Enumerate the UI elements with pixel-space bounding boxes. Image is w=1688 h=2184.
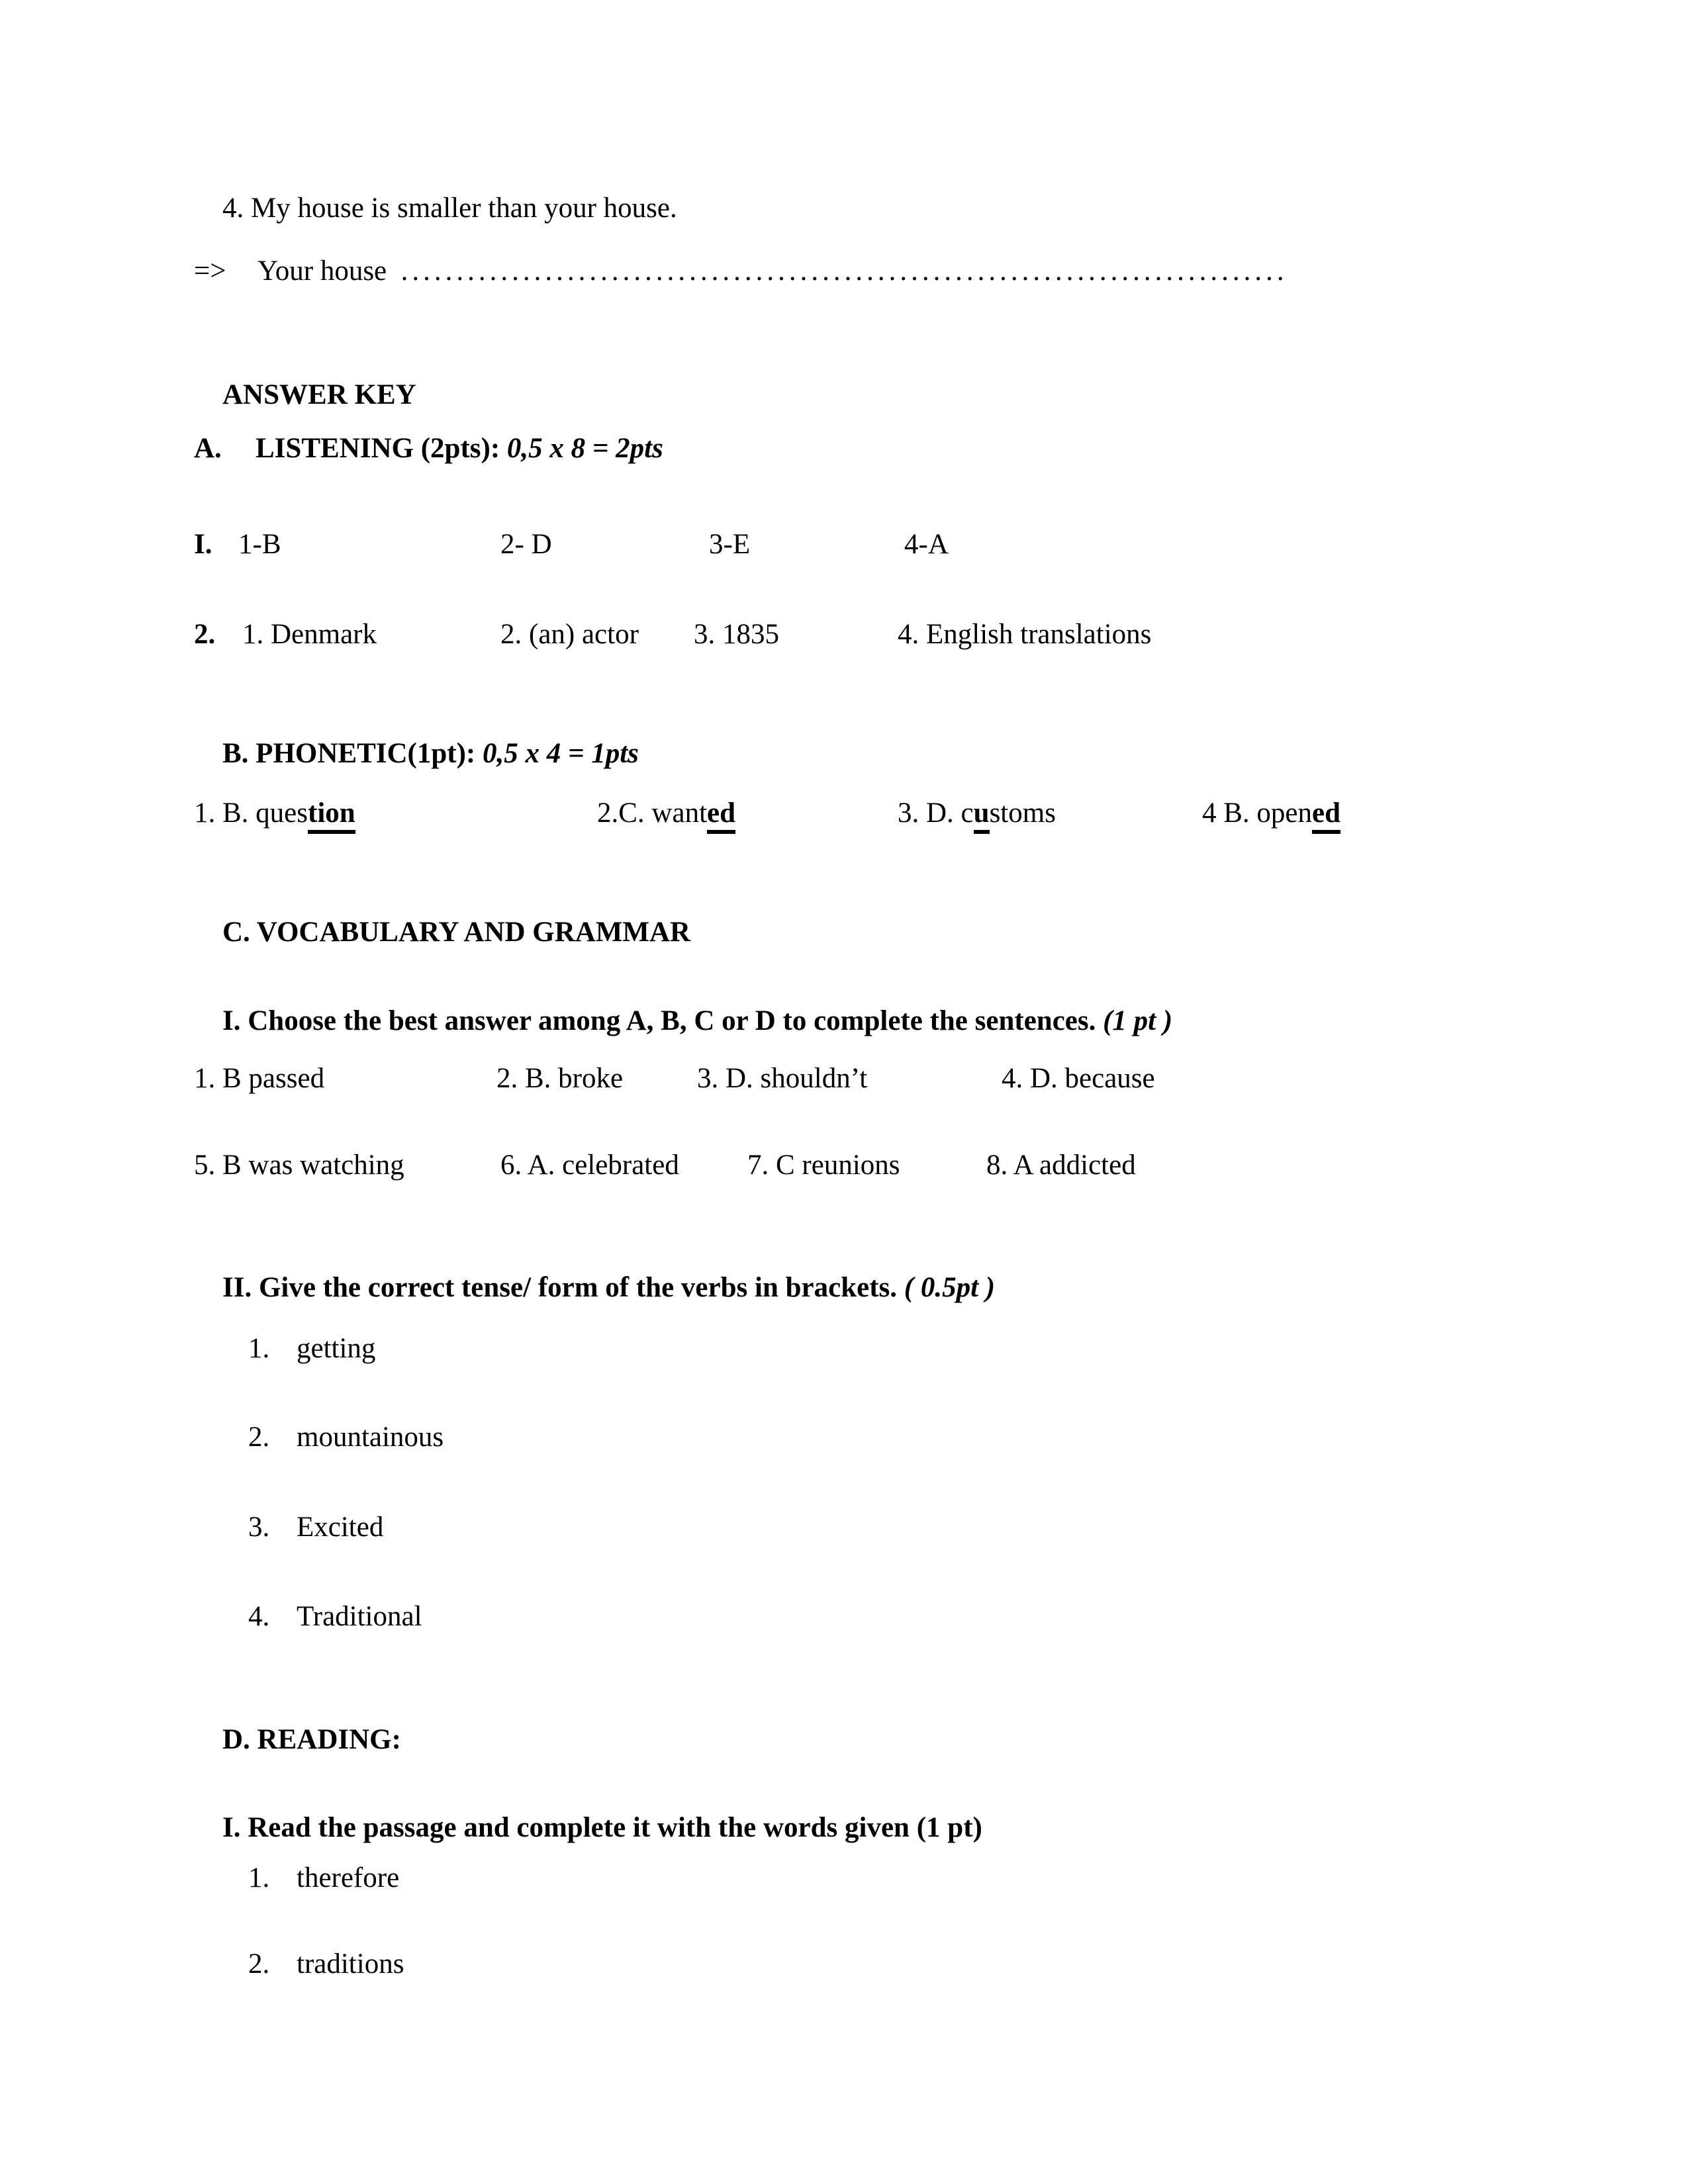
- section-heading-reading: [194, 1688, 1518, 1791]
- listening-heading-main: LISTENING (2pts):: [256, 433, 507, 464]
- vocabulary-part1-points: (1 pt ): [1103, 1005, 1173, 1036]
- list-item-text: Excited: [297, 1512, 384, 1543]
- phonetic-answer-underlined: tion: [308, 797, 355, 834]
- phonetic-answer-underlined: u: [974, 797, 990, 834]
- vocabulary-answer: 2. B. broke: [496, 1063, 624, 1094]
- phonetic-answer: [597, 796, 735, 831]
- vocabulary-answer: 4. D. because: [1002, 1063, 1155, 1094]
- list-item-text: Traditional: [297, 1601, 422, 1632]
- reading-heading-text: D. READING:: [222, 1723, 401, 1755]
- listening-answer: 2- D: [500, 529, 552, 560]
- phonetic-answer-suffix: stoms: [989, 797, 1056, 829]
- phonetic-answer: [898, 796, 1056, 831]
- vocabulary-answer: 7. C reunions: [747, 1150, 900, 1181]
- list-item-number: 1.: [248, 1333, 270, 1364]
- phonetic-answer-prefix: 4 B. open: [1202, 797, 1313, 829]
- list-item-number: 3.: [248, 1512, 270, 1543]
- vocabulary-part1-heading-main: I. Choose the best answer among A, B, C or D to complete the sentences.: [222, 1005, 1103, 1036]
- phonetic-answer: [194, 796, 355, 831]
- arrow-glyph: =>: [194, 255, 226, 287]
- listening-answer: 1. Denmark: [242, 619, 377, 650]
- reading-part1-heading-text: I. Read the passage and complete it with the words given (1 pt): [222, 1811, 982, 1843]
- rewrite-answer: [258, 254, 1288, 289]
- listening-points-formula: 0,5 x 8 = 2pts: [506, 433, 663, 464]
- vocabulary-answer: 3. D. shouldn’t: [697, 1063, 868, 1094]
- vocabulary-answer: 8. A addicted: [986, 1150, 1136, 1181]
- vocabulary-heading-text: C. VOCABULARY AND GRAMMAR: [222, 916, 691, 948]
- vocabulary-part2-heading-main: II. Give the correct tense/ form of the verbs in brackets.: [222, 1271, 904, 1303]
- listening-answer: 3-E: [709, 529, 751, 560]
- answer-key-title-text: ANSWER KEY: [222, 379, 416, 410]
- phonetic-answer: [1202, 796, 1340, 831]
- vocabulary-part1-heading: [194, 970, 1518, 1072]
- vocabulary-part2-heading: [194, 1236, 1518, 1339]
- row-label: 2.: [194, 619, 216, 650]
- exercise-item-4: [194, 157, 1518, 259]
- rewrite-prefix: Your house: [258, 255, 401, 287]
- row-label: I.: [194, 529, 212, 560]
- reading-answer-item: [194, 1947, 1518, 2083]
- listening-answer: 1-B: [238, 529, 281, 560]
- phonetic-answer-prefix: 2.C. want: [597, 797, 708, 829]
- list-item-text: traditions: [297, 1948, 404, 1979]
- section-heading-vocabulary: [194, 881, 1518, 983]
- list-item-number: 2.: [248, 1422, 270, 1453]
- listening-answer: 4-A: [904, 529, 949, 560]
- vocabulary-part2-points: ( 0.5pt ): [904, 1271, 996, 1303]
- listening-answer: 3. 1835: [694, 619, 779, 650]
- list-item-text: therefore: [297, 1862, 400, 1893]
- listening-answer: 4. English translations: [898, 619, 1152, 650]
- list-item-text: mountainous: [297, 1422, 444, 1453]
- section-heading-phonetic: [194, 702, 1518, 805]
- vocabulary-answer: 1. B passed: [194, 1063, 325, 1094]
- section-heading-listening-text: [256, 432, 663, 466]
- list-item-number: 2.: [248, 1948, 270, 1979]
- dotted-blank: ................................................................................: [400, 255, 1288, 287]
- section-label-a: A.: [194, 433, 222, 464]
- listening-answer: 2. (an) actor: [500, 619, 639, 650]
- phonetic-heading-main: B. PHONETIC(1pt):: [222, 737, 483, 769]
- vocabulary-answer: 6. A. celebrated: [500, 1150, 679, 1181]
- phonetic-answer-prefix: 3. D. c: [898, 797, 974, 829]
- phonetic-answer-underlined: ed: [707, 797, 735, 834]
- list-item-text: getting: [297, 1333, 376, 1364]
- answer-key-title: [194, 343, 1518, 446]
- phonetic-points-formula: 0,5 x 4 = 1pts: [482, 737, 639, 769]
- phonetic-answer-prefix: 1. B. ques: [194, 797, 308, 829]
- list-item-number: 4.: [248, 1601, 270, 1632]
- exercise-item-4-text: 4. My house is smaller than your house.: [222, 192, 677, 224]
- phonetic-answer-underlined: ed: [1312, 797, 1340, 834]
- vocabulary-answer: 5. B was watching: [194, 1150, 404, 1181]
- list-item-number: 1.: [248, 1862, 270, 1893]
